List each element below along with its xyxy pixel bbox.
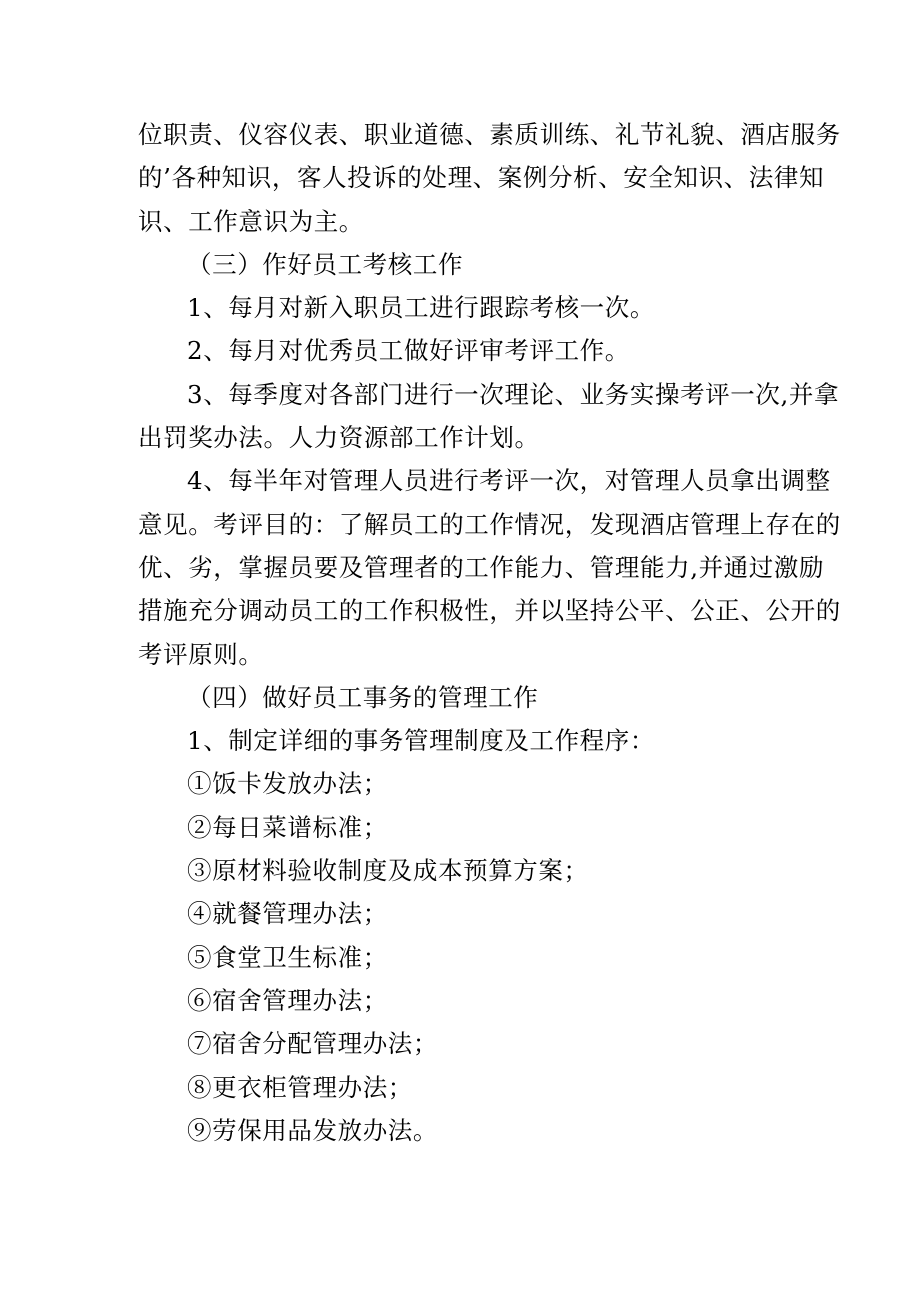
document-body [138, 113, 841, 1152]
sub-list-item: ⑦宿舍分配管理办法； [187, 1029, 438, 1059]
paragraph-line: 意见。考评目的：了解员工的工作情况，发现酒店管理上存在的 [138, 509, 841, 539]
sub-list-item: ④就餐管理办法； [187, 899, 388, 929]
paragraph-line: 考评原则。 [138, 639, 264, 669]
list-item: 2、每月对优秀员工做好评审考评工作。 [187, 336, 630, 366]
sub-list-item: ②每日菜谱标准； [187, 812, 388, 842]
list-item: 1、制定详细的事务管理制度及工作程序： [187, 726, 655, 756]
paragraph-line: 识、工作意识为主。 [138, 206, 364, 236]
sub-list-item: ⑧更衣柜管理办法； [187, 1072, 413, 1102]
paragraph-line: 措施充分调动员工的工作积极性，并以坚持公平、公正、公开的 [138, 596, 841, 626]
paragraph-line: 优、劣，掌握员要及管理者的工作能力、管理能力,并通过激励 [138, 552, 825, 582]
section-heading-four: （四）做好员工事务的管理工作 [187, 682, 539, 712]
paragraph-line: 出罚奖办法。人力资源部工作计划。 [138, 423, 540, 453]
paragraph-line: 位职责、仪容仪表、职业道德、素质训练、礼节礼貌、酒店服务 [138, 120, 841, 149]
list-item: 1、每月对新入职员工进行跟踪考核一次。 [187, 293, 655, 323]
list-item: 4、每半年对管理人员进行考评一次，对管理人员拿出调整 [187, 466, 831, 496]
paragraph-line: 的’各种知识，客人投诉的处理、案例分析、安全知识、法律知 [138, 163, 825, 193]
sub-list-item: ⑥宿舍管理办法； [187, 985, 388, 1015]
section-heading-three: （三）作好员工考核工作 [187, 249, 464, 279]
list-item: 3、每季度对各部门进行一次理论、业务实操考评一次,并拿 [187, 379, 840, 409]
sub-list-item: ①饭卡发放办法； [187, 769, 388, 799]
sub-list-item: ⑤食堂卫生标准； [187, 942, 388, 972]
sub-list-item: ⑨劳保用品发放办法。 [187, 1115, 438, 1145]
sub-list-item: ③原材料验收制度及成本预算方案； [187, 856, 589, 886]
